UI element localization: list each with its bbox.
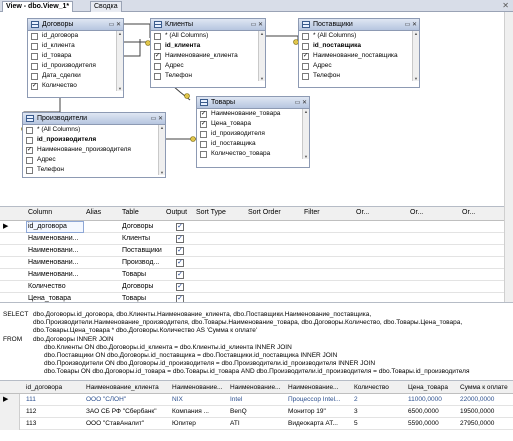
grid-row[interactable] <box>0 269 505 281</box>
column-item[interactable] <box>299 41 419 51</box>
checkbox[interactable] <box>31 73 38 80</box>
column-label: Количество <box>42 82 77 89</box>
checkbox[interactable] <box>302 73 309 80</box>
output-checkbox-checked[interactable]: ✓ <box>177 247 183 254</box>
column-item[interactable] <box>299 61 419 71</box>
column-item[interactable] <box>28 31 123 41</box>
result-cell[interactable]: Юпитер <box>172 420 196 427</box>
close-icon[interactable]: ✕ <box>502 1 509 10</box>
window-buttons-icon[interactable]: ▭ ✕ <box>250 22 263 28</box>
table-name: Клиенты <box>165 21 194 28</box>
result-cell[interactable]: 111 <box>26 396 36 403</box>
column-list <box>28 31 123 91</box>
checkbox[interactable] <box>154 73 161 80</box>
table-name: Производители <box>37 115 88 122</box>
column-label: Адрес <box>165 62 184 69</box>
checkbox[interactable] <box>31 33 38 40</box>
column-label: * (All Columns) <box>313 32 357 39</box>
criteria-grid <box>0 207 513 303</box>
checkbox[interactable] <box>31 53 38 60</box>
window-buttons-icon[interactable]: ▭ ✕ <box>404 22 417 28</box>
grid-cell-table[interactable]: Производ... <box>122 259 160 266</box>
window-buttons-icon[interactable]: ▭ ✕ <box>150 116 163 122</box>
sql-line: dbo.Договоры INNER JOIN <box>33 336 114 343</box>
output-checkbox-checked[interactable]: ✓ <box>177 235 183 242</box>
table-name: Товары <box>211 99 236 106</box>
column-label: Адрес <box>313 62 332 69</box>
grid-cell-table[interactable]: Договоры <box>122 283 154 290</box>
table-icon <box>26 115 34 122</box>
grid-row[interactable] <box>0 221 505 233</box>
table-icon <box>200 99 208 106</box>
grid-row[interactable] <box>0 233 505 245</box>
result-cell[interactable]: Процессор Intel... <box>288 396 341 403</box>
scrollbar[interactable] <box>302 109 309 159</box>
column-list <box>151 31 265 81</box>
sql-keyword-from: FROM <box>3 336 23 343</box>
checkbox-checked[interactable]: ✓ <box>201 111 207 117</box>
grid-cell-column[interactable]: Наименовани... <box>28 271 79 278</box>
grid-scrollbar[interactable] <box>504 207 513 303</box>
column-label: id_производителя <box>42 62 96 69</box>
table-goods[interactable] <box>196 96 310 168</box>
column-item[interactable] <box>299 31 419 41</box>
sql-line: dbo.Клиенты ON dbo.Договоры.id_клиента = dbo.Клиенты.id_клиента INNER JOIN <box>44 344 292 351</box>
column-list <box>299 31 419 81</box>
column-label: Количество_товара <box>211 150 271 157</box>
col-header-sort-order[interactable]: Sort Order <box>248 209 281 216</box>
col-header-output[interactable]: Output <box>166 209 188 216</box>
column-label: id_производителя <box>37 136 97 143</box>
column-item[interactable] <box>28 51 123 61</box>
column-label: Адрес <box>37 156 56 163</box>
row-selector-arrow-icon: ▶ <box>3 223 9 230</box>
column-item[interactable] <box>151 51 265 61</box>
col-header-or[interactable]: Or... <box>462 209 476 216</box>
diagram-scrollbar[interactable] <box>504 12 513 207</box>
col-header-alias[interactable]: Alias <box>86 209 102 216</box>
checkbox-checked[interactable]: ✓ <box>303 53 309 59</box>
column-label: Дата_сделки <box>42 72 81 79</box>
result-cell[interactable]: 6500,0000 <box>408 408 439 415</box>
column-label: Телефон <box>313 72 340 79</box>
result-row[interactable] <box>0 394 513 406</box>
table-clients[interactable] <box>150 18 266 88</box>
table-suppliers[interactable] <box>298 18 420 88</box>
table-contracts[interactable] <box>27 18 124 98</box>
column-item[interactable] <box>28 41 123 51</box>
grid-cell-table[interactable]: Товары <box>122 271 147 278</box>
grid-cell-table[interactable]: Клиенты <box>122 235 151 242</box>
checkbox[interactable] <box>200 141 207 148</box>
output-checkbox-checked[interactable]: ✓ <box>177 259 183 266</box>
scrollbar[interactable] <box>116 31 123 91</box>
col-header-or[interactable]: Or... <box>356 209 370 216</box>
column-item[interactable] <box>151 31 265 41</box>
result-cell[interactable]: 27950,0000 <box>460 420 495 427</box>
result-cell[interactable]: 22000,0000 <box>460 396 495 403</box>
window-buttons-icon[interactable]: ▭ ✕ <box>294 100 307 106</box>
sql-line: dbo.Договоры.id_договора, dbo.Клиенты.Наименование_клиента, dbo.Поставщики.Наименование_поставщика, <box>33 311 372 318</box>
grid-cell-column[interactable]: Цена_товара <box>28 295 72 302</box>
sql-line: dbo.Производители.Наименование_производителя, dbo.Товары.Наименование_товара, dbo.Договоры.Количество, dbo.Товары.Цена_товара, <box>33 319 463 326</box>
column-label: id_клиента <box>42 42 75 49</box>
result-cell[interactable]: 3 <box>354 408 358 415</box>
output-checkbox-checked[interactable]: ✓ <box>177 271 183 278</box>
grid-cell-column[interactable]: Количество <box>28 283 66 290</box>
sql-pane[interactable] <box>0 303 513 381</box>
grid-cell-table[interactable]: Договоры <box>122 223 154 230</box>
scrollbar[interactable] <box>258 31 265 81</box>
result-col-header[interactable]: Наименование... <box>172 384 223 391</box>
grid-cell-table[interactable]: Товары <box>122 295 147 302</box>
column-label: Телефон <box>165 72 192 79</box>
grid-cell-column[interactable]: id_договора <box>28 223 67 230</box>
column-list <box>197 109 309 159</box>
sql-line: dbo.Товары.Цена_товара * dbo.Договоры.Количество AS 'Сумма к оплате' <box>33 327 258 334</box>
column-label: id_производителя <box>211 130 265 137</box>
column-item[interactable] <box>23 155 165 165</box>
column-item[interactable] <box>197 109 309 119</box>
checkbox-checked[interactable]: ✓ <box>155 53 161 59</box>
result-cell[interactable]: Видеокарта АТ... <box>288 420 338 427</box>
output-checkbox-checked[interactable]: ✓ <box>177 283 183 290</box>
result-cell[interactable]: 112 <box>26 408 37 415</box>
column-label: Наименование_товара <box>211 110 281 117</box>
result-cell[interactable]: 19500,0000 <box>460 408 495 415</box>
grid-cell-column[interactable]: Наименовани... <box>28 247 79 254</box>
column-item[interactable] <box>23 135 165 145</box>
grid-cell-column[interactable]: Наименовани... <box>28 259 79 266</box>
result-cell[interactable]: 2 <box>354 396 358 403</box>
table-manufacturers[interactable] <box>22 112 166 178</box>
result-col-header[interactable]: Цена_товара <box>408 384 448 391</box>
sql-line: dbo.Товары ON dbo.Договоры.id_товара = dbo.Товары.id_товара AND dbo.Производители.id_производителя = dbo.Товары.id_производителя <box>44 368 470 375</box>
column-label: Телефон <box>37 166 64 173</box>
checkbox-checked[interactable]: ✓ <box>201 121 207 127</box>
column-item[interactable] <box>197 139 309 149</box>
table-icon <box>31 21 39 28</box>
row-selector-arrow-icon: ▶ <box>3 396 9 403</box>
column-label: id_поставщика <box>211 140 256 147</box>
row-header[interactable] <box>0 394 20 406</box>
result-cell[interactable]: ООО "СтавАналит" <box>86 420 145 427</box>
checkbox[interactable] <box>154 63 161 70</box>
checkbox[interactable] <box>26 127 33 134</box>
table-title-contracts <box>28 19 123 31</box>
column-item[interactable] <box>197 149 309 159</box>
scrollbar[interactable] <box>412 31 419 81</box>
result-cell[interactable]: 5 <box>354 420 358 427</box>
grid-cell-column[interactable]: Наименовани... <box>28 235 79 242</box>
results-header <box>0 381 513 394</box>
result-cell[interactable]: 11000,0000 <box>408 396 442 403</box>
checkbox[interactable] <box>302 63 309 70</box>
col-header-table[interactable]: Table <box>122 209 139 216</box>
table-title-manufacturers <box>23 113 165 125</box>
sql-keyword-select: SELECT <box>3 311 29 318</box>
column-item[interactable] <box>197 129 309 139</box>
result-col-header[interactable]: Количество <box>354 384 389 391</box>
col-header-or[interactable]: Or... <box>410 209 424 216</box>
column-item[interactable] <box>299 71 419 81</box>
table-name: Договоры <box>42 21 74 28</box>
result-cell[interactable]: 5590,0000 <box>408 420 439 427</box>
column-label: Наименование_клиента <box>165 52 238 59</box>
output-checkbox-checked[interactable]: ✓ <box>177 223 183 230</box>
result-cell[interactable]: Intel <box>230 396 243 403</box>
checkbox-checked[interactable]: ✓ <box>32 83 38 89</box>
column-item[interactable] <box>23 125 165 135</box>
tab-summary[interactable]: Сводка <box>90 1 122 12</box>
column-label: id_договора <box>42 32 79 39</box>
column-item[interactable] <box>28 81 123 91</box>
table-title-clients <box>151 19 265 31</box>
result-row[interactable] <box>0 418 513 430</box>
sql-line: dbo.Производители ON dbo.Договоры.id_производителя = dbo.Производители.id_производителя INNER JOIN <box>44 360 376 367</box>
grid-cell-table[interactable]: Поставщики <box>122 247 162 254</box>
checkbox[interactable] <box>302 43 309 50</box>
checkbox[interactable] <box>31 63 38 70</box>
column-item[interactable] <box>151 71 265 81</box>
checkbox[interactable] <box>200 151 207 158</box>
column-item[interactable] <box>197 119 309 129</box>
output-checkbox-checked[interactable]: ✓ <box>177 295 183 302</box>
column-list <box>23 125 165 175</box>
table-title-suppliers <box>299 19 419 31</box>
col-header-column[interactable]: Column <box>28 209 53 216</box>
result-col-header[interactable]: Наименование... <box>230 384 281 391</box>
checkbox[interactable] <box>302 33 309 40</box>
column-label: * (All Columns) <box>165 32 209 39</box>
result-cell[interactable]: ATI <box>230 420 240 427</box>
column-item[interactable] <box>28 71 123 81</box>
result-row[interactable] <box>0 406 513 418</box>
document-tab-bar <box>0 0 513 12</box>
table-name: Поставщики <box>313 21 353 28</box>
result-cell[interactable]: Монитор 19" <box>288 408 326 415</box>
result-cell[interactable]: 113 <box>26 420 37 427</box>
column-label: Наименование_поставщика <box>313 52 398 59</box>
checkbox-checked[interactable]: ✓ <box>27 147 33 153</box>
column-label: * (All Columns) <box>37 126 81 133</box>
result-col-header[interactable]: Сумма к оплате <box>460 384 508 391</box>
result-cell[interactable]: ЗАО СБ РФ "Сбербанк" <box>86 408 157 415</box>
column-label: Наименование_производителя <box>37 146 131 153</box>
column-item[interactable] <box>299 51 419 61</box>
checkbox[interactable] <box>26 167 33 174</box>
grid-header <box>0 207 505 221</box>
row-header[interactable] <box>0 406 20 418</box>
column-label: id_товара <box>42 52 72 59</box>
result-cell[interactable]: Компания ... <box>172 408 209 415</box>
table-icon <box>302 21 310 28</box>
column-item[interactable] <box>151 41 265 51</box>
diagram-pane <box>0 12 513 207</box>
checkbox[interactable] <box>26 157 33 164</box>
result-cell[interactable]: BenQ <box>230 408 247 415</box>
grid-row[interactable] <box>0 293 505 303</box>
grid-row[interactable] <box>0 257 505 269</box>
result-col-header[interactable]: id_договора <box>26 384 63 391</box>
row-header[interactable] <box>0 418 20 430</box>
tab-view[interactable]: View - dbo.View_1* <box>2 1 73 12</box>
checkbox[interactable] <box>26 137 33 144</box>
column-item[interactable] <box>28 61 123 71</box>
table-icon <box>154 21 162 28</box>
table-title-goods <box>197 97 309 109</box>
grid-row[interactable] <box>0 245 505 257</box>
checkbox[interactable] <box>200 131 207 138</box>
sql-line: dbo.Поставщики ON dbo.Договоры.id_поставщика = dbo.Поставщики.id_поставщика INNER JOIN <box>44 352 338 359</box>
scrollbar[interactable] <box>158 125 165 175</box>
checkbox[interactable] <box>31 43 38 50</box>
checkbox[interactable] <box>154 33 161 40</box>
column-label: id_поставщика <box>313 42 361 49</box>
results-pane <box>0 381 513 441</box>
result-col-header[interactable]: Наименование... <box>288 384 339 391</box>
column-label: Цена_товара <box>211 120 251 127</box>
column-item[interactable] <box>23 165 165 175</box>
result-cell[interactable]: ООО "СЛОН" <box>86 396 127 403</box>
column-item[interactable] <box>23 145 165 155</box>
grid-row[interactable] <box>0 281 505 293</box>
result-col-header[interactable]: Наименование_клиента <box>86 384 159 391</box>
checkbox[interactable] <box>154 43 161 50</box>
result-cell[interactable]: NIX <box>172 396 183 403</box>
window-buttons-icon[interactable]: ▭ ✕ <box>108 22 121 28</box>
col-header-filter[interactable]: Filter <box>304 209 320 216</box>
col-header-sort-type[interactable]: Sort Type <box>196 209 226 216</box>
column-label: id_клиента <box>165 42 201 49</box>
column-item[interactable] <box>151 61 265 71</box>
